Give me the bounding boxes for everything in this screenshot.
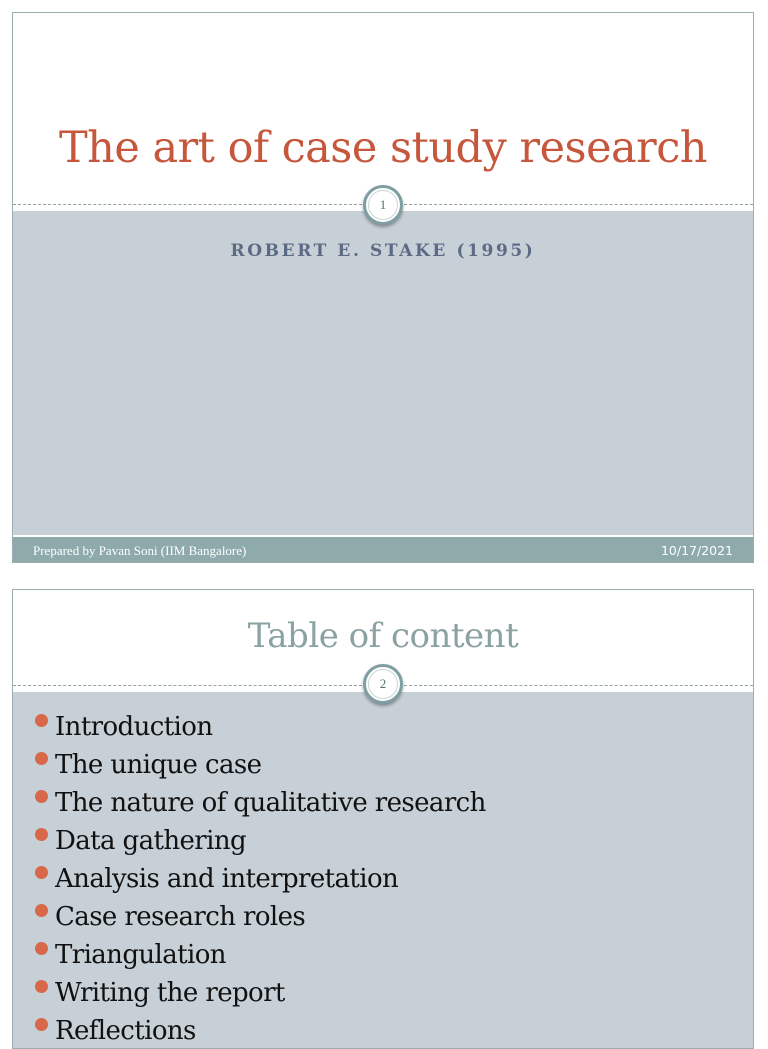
bullet-icon xyxy=(35,828,48,841)
slide-number-badge xyxy=(363,185,403,225)
slide-header-area xyxy=(13,13,753,203)
toc-item xyxy=(35,936,486,974)
slide-2 xyxy=(12,589,754,1049)
bullet-icon xyxy=(35,790,48,803)
toc-item-label: Triangulation xyxy=(55,940,226,970)
toc-item-label: Introduction xyxy=(55,712,213,742)
footer-author: Prepared by Pavan Soni (IIM Bangalore) xyxy=(33,543,247,558)
bullet-icon xyxy=(35,752,48,765)
toc-item xyxy=(35,746,486,784)
bullet-icon xyxy=(35,904,48,917)
toc-item xyxy=(35,708,486,746)
slide-number: 2 xyxy=(379,676,387,691)
toc-item-label: Data gathering xyxy=(55,826,247,856)
toc-item xyxy=(35,1012,486,1049)
bullet-icon xyxy=(35,942,48,955)
slide-footer xyxy=(13,537,753,563)
slide-number: 1 xyxy=(379,197,387,212)
slide-subtitle: ROBERT E. STAKE (1995) xyxy=(230,241,536,261)
slide-1 xyxy=(12,12,754,563)
bullet-icon xyxy=(35,866,48,879)
slide-title: Table of content xyxy=(247,616,519,656)
toc-item xyxy=(35,974,486,1012)
toc-item-label: Reflections xyxy=(55,1016,196,1046)
bullet-icon xyxy=(35,1018,48,1031)
toc-item-label: Analysis and interpretation xyxy=(55,864,399,894)
toc-item xyxy=(35,784,486,822)
toc-item-label: The nature of qualitative research xyxy=(55,788,486,818)
bullet-icon xyxy=(35,714,48,727)
slide-number-badge xyxy=(363,664,403,704)
toc-item-label: Case research roles xyxy=(55,902,306,932)
table-of-contents-list xyxy=(35,708,486,1049)
toc-item-label: Writing the report xyxy=(55,978,285,1008)
toc-item xyxy=(35,822,486,860)
toc-item-label: The unique case xyxy=(55,750,262,780)
toc-item xyxy=(35,860,486,898)
footer-date: 10/17/2021 xyxy=(660,543,733,558)
slide-title: The art of case study research xyxy=(58,123,707,173)
toc-item xyxy=(35,898,486,936)
bullet-icon xyxy=(35,980,48,993)
